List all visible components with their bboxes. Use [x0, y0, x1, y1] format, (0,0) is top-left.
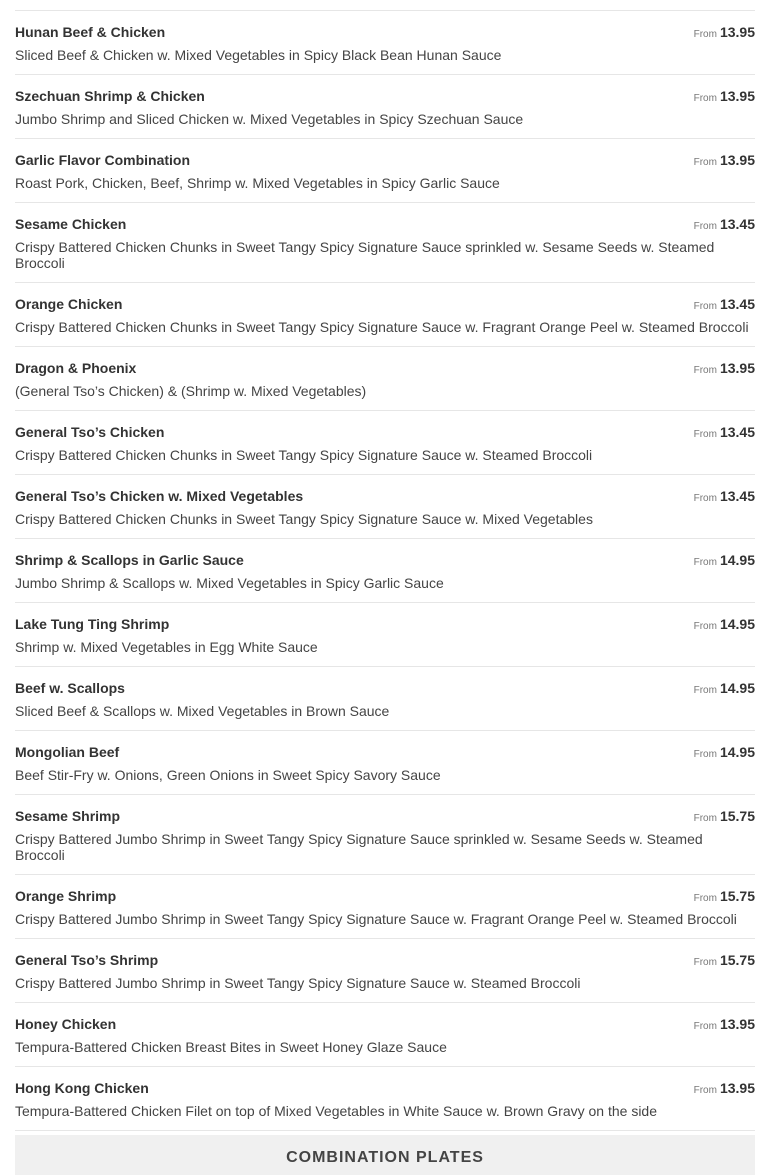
list-top-divider	[15, 0, 755, 11]
item-description: Crispy Battered Chicken Chunks in Sweet Tangy Spicy Signature Sauce w. Mixed Vegetables	[15, 511, 593, 527]
menu-item[interactable]	[15, 75, 755, 139]
price-value: 14.95	[719, 616, 755, 632]
item-name: Sesame Chicken	[15, 216, 127, 232]
menu-item[interactable]	[15, 539, 755, 603]
price-value: 13.95	[719, 360, 755, 376]
item-name: General Tso’s Chicken w. Mixed Vegetables	[15, 488, 304, 504]
menu-list	[15, 0, 755, 1175]
item-description: Crispy Battered Chicken Chunks in Sweet Tangy Spicy Signature Sauce w. Fragrant Orange Peel w. Steamed Broccoli	[15, 319, 749, 335]
item-price	[694, 616, 755, 635]
item-price	[694, 88, 755, 107]
price-value: 13.95	[719, 1016, 755, 1032]
item-name: Shrimp & Scallops in Garlic Sauce	[15, 552, 244, 568]
menu-item[interactable]	[15, 875, 755, 939]
from-label: From	[693, 1021, 717, 1032]
item-name: Orange Shrimp	[15, 888, 117, 904]
from-label: From	[693, 893, 717, 904]
menu-item[interactable]	[15, 939, 755, 1003]
item-description: Sliced Beef & Scallops w. Mixed Vegetables in Brown Sauce	[15, 703, 390, 719]
from-label: From	[693, 157, 717, 168]
item-price	[694, 952, 755, 971]
item-name: Hunan Beef & Chicken	[15, 24, 166, 40]
from-label: From	[693, 29, 717, 40]
item-description: Crispy Battered Chicken Chunks in Sweet Tangy Spicy Signature Sauce w. Steamed Broccoli	[15, 447, 593, 463]
menu-item[interactable]	[15, 1067, 755, 1131]
price-value: 15.75	[719, 888, 755, 904]
from-label: From	[693, 813, 717, 824]
item-name: Orange Chicken	[15, 296, 123, 312]
menu-item[interactable]	[15, 11, 755, 75]
item-description: Roast Pork, Chicken, Beef, Shrimp w. Mixed Vegetables in Spicy Garlic Sauce	[15, 175, 500, 191]
price-value: 15.75	[719, 808, 755, 824]
section-title: COMBINATION PLATES	[286, 1149, 484, 1166]
menu-item[interactable]	[15, 139, 755, 203]
item-description: Crispy Battered Jumbo Shrimp in Sweet Tangy Spicy Signature Sauce sprinkled w. Sesame Seeds w. Steamed Broccoli	[15, 831, 703, 863]
menu-item[interactable]	[15, 411, 755, 475]
from-label: From	[693, 365, 717, 376]
menu-item[interactable]	[15, 475, 755, 539]
item-price	[694, 24, 755, 43]
from-label: From	[693, 749, 717, 760]
price-value: 15.75	[719, 952, 755, 968]
item-name: Mongolian Beef	[15, 744, 120, 760]
item-name: General Tso’s Shrimp	[15, 952, 159, 968]
menu-item[interactable]	[15, 283, 755, 347]
item-price	[694, 216, 755, 235]
item-price	[694, 488, 755, 507]
from-label: From	[693, 221, 717, 232]
from-label: From	[693, 429, 717, 440]
menu-item[interactable]	[15, 795, 755, 875]
item-description: Crispy Battered Jumbo Shrimp in Sweet Tangy Spicy Signature Sauce w. Steamed Broccoli	[15, 975, 581, 991]
from-label: From	[693, 557, 717, 568]
menu-item[interactable]	[15, 347, 755, 411]
price-value: 13.95	[719, 88, 755, 104]
item-description: Crispy Battered Chicken Chunks in Sweet Tangy Spicy Signature Sauce sprinkled w. Sesame Seeds w. Steamed Broccoli	[15, 239, 715, 271]
item-price	[694, 888, 755, 907]
from-label: From	[693, 93, 717, 104]
item-name: Garlic Flavor Combination	[15, 152, 191, 168]
from-label: From	[693, 493, 717, 504]
item-description: Crispy Battered Jumbo Shrimp in Sweet Tangy Spicy Signature Sauce w. Fragrant Orange Peel w. Steamed Broccoli	[15, 911, 737, 927]
item-description: Jumbo Shrimp and Sliced Chicken w. Mixed Vegetables in Spicy Szechuan Sauce	[15, 111, 524, 127]
from-label: From	[693, 301, 717, 312]
item-price	[694, 296, 755, 315]
item-price	[694, 360, 755, 379]
from-label: From	[693, 957, 717, 968]
item-name: Hong Kong Chicken	[15, 1080, 149, 1096]
price-value: 14.95	[719, 744, 755, 760]
section-header-combination-plates[interactable]	[15, 1135, 755, 1175]
from-label: From	[693, 621, 717, 632]
item-price	[694, 1080, 755, 1099]
price-value: 13.45	[719, 296, 755, 312]
item-price	[694, 424, 755, 443]
item-name: Lake Tung Ting Shrimp	[15, 616, 170, 632]
item-price	[694, 744, 755, 763]
item-price	[694, 808, 755, 827]
item-description: Sliced Beef & Chicken w. Mixed Vegetables in Spicy Black Bean Hunan Sauce	[15, 47, 502, 63]
item-name: General Tso’s Chicken	[15, 424, 165, 440]
item-price	[694, 552, 755, 571]
price-value: 13.45	[719, 488, 755, 504]
menu-item[interactable]	[15, 203, 755, 283]
menu-item[interactable]	[15, 667, 755, 731]
price-value: 13.45	[719, 216, 755, 232]
item-description: Shrimp w. Mixed Vegetables in Egg White Sauce	[15, 639, 318, 655]
item-description: Beef Stir-Fry w. Onions, Green Onions in Sweet Spicy Savory Sauce	[15, 767, 441, 783]
item-description: (General Tso’s Chicken) & (Shrimp w. Mixed Vegetables)	[15, 383, 367, 399]
price-value: 13.95	[719, 152, 755, 168]
from-label: From	[693, 1085, 717, 1096]
price-value: 13.45	[719, 424, 755, 440]
item-price	[694, 1016, 755, 1035]
price-value: 14.95	[719, 552, 755, 568]
menu-item[interactable]	[15, 1003, 755, 1067]
item-name: Dragon & Phoenix	[15, 360, 137, 376]
price-value: 14.95	[719, 680, 755, 696]
item-description: Jumbo Shrimp & Scallops w. Mixed Vegetables in Spicy Garlic Sauce	[15, 575, 444, 591]
menu-item[interactable]	[15, 603, 755, 667]
from-label: From	[693, 685, 717, 696]
item-name: Beef w. Scallops	[15, 680, 125, 696]
item-description: Tempura-Battered Chicken Breast Bites in Sweet Honey Glaze Sauce	[15, 1039, 447, 1055]
price-value: 13.95	[719, 24, 755, 40]
item-price	[694, 152, 755, 171]
item-price	[694, 680, 755, 699]
item-name: Szechuan Shrimp & Chicken	[15, 88, 205, 104]
item-description: Tempura-Battered Chicken Filet on top of Mixed Vegetables in White Sauce w. Brown Gravy on the side	[15, 1103, 657, 1119]
item-name: Honey Chicken	[15, 1016, 117, 1032]
item-name: Sesame Shrimp	[15, 808, 121, 824]
menu-item[interactable]	[15, 731, 755, 795]
price-value: 13.95	[719, 1080, 755, 1096]
